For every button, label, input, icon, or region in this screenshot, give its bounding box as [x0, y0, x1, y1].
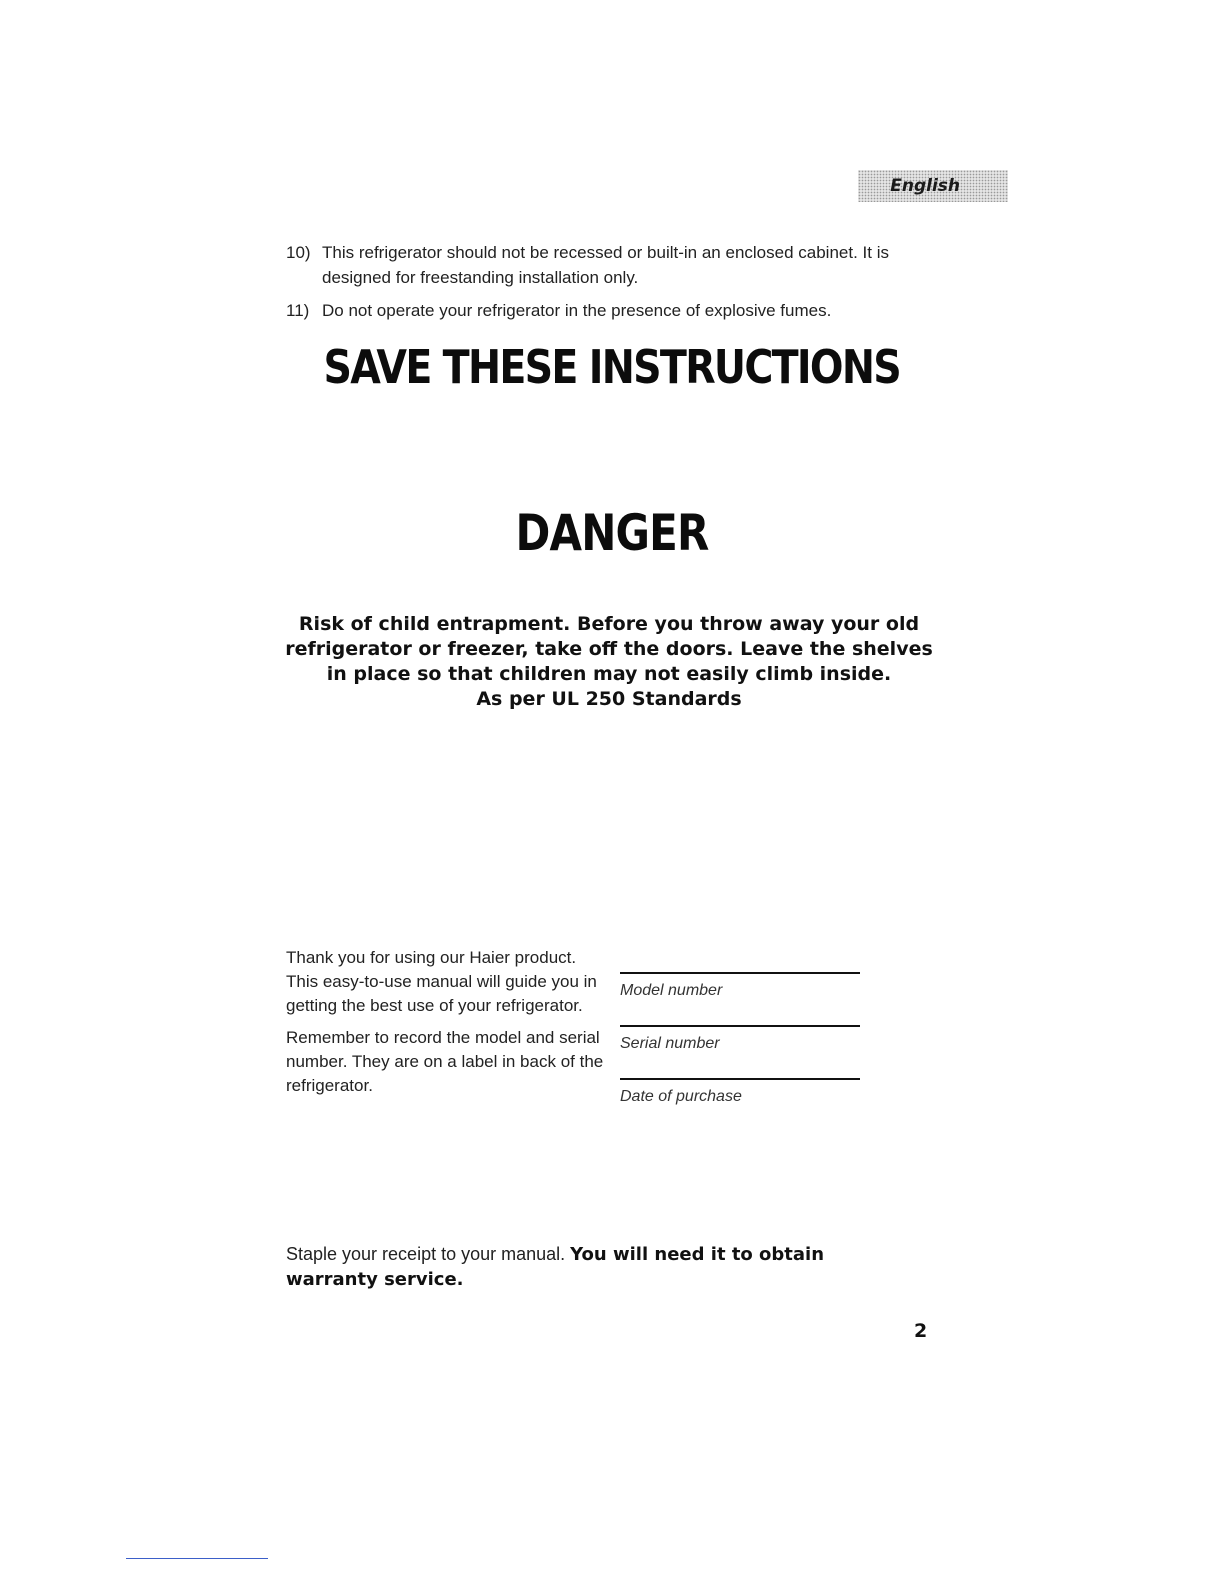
- danger-line: refrigerator or freezer, take off the doors. Leave the shelves: [285, 638, 933, 660]
- danger-line: in place so that children may not easily climb inside.: [326, 663, 892, 685]
- list-item: [286, 298, 946, 323]
- danger-line: Risk of child entrapment. Before you throw away your old: [298, 613, 920, 635]
- list-item-text: This refrigerator should not be recessed or built-in an enclosed cabinet. It is designed for freestanding installation only.: [322, 243, 889, 287]
- footer-divider: [126, 1558, 268, 1559]
- list-item-text: Do not operate your refrigerator in the presence of explosive fumes.: [322, 301, 832, 320]
- danger-heading: DANGER: [515, 504, 709, 562]
- date-of-purchase-field: Date of purchase: [620, 1078, 860, 1131]
- language-tab: English: [858, 170, 1008, 202]
- record-fields: [620, 972, 860, 1131]
- staple-note-bold: You will need it to obtain warranty service.: [286, 1244, 825, 1290]
- staple-receipt-note: [286, 1242, 906, 1292]
- staple-note-plain: Staple your receipt to your manual.: [286, 1244, 571, 1264]
- danger-standard-line: As per UL 250 Standards: [476, 688, 742, 710]
- save-instructions-heading: SAVE THESE INSTRUCTIONS: [323, 340, 900, 394]
- record-reminder-paragraph: Remember to record the model and serial number. They are on a label in back of the refrigerator.: [286, 1028, 604, 1095]
- serial-number-field: Serial number: [620, 1025, 860, 1078]
- danger-warning-text: [0, 612, 1218, 712]
- list-item-number: 11): [286, 301, 310, 320]
- model-number-field: Model number: [620, 972, 860, 1025]
- instruction-list: [286, 240, 946, 331]
- thank-you-text: [286, 946, 606, 1106]
- list-item-number: 10): [286, 243, 311, 262]
- list-item: [286, 240, 946, 290]
- thank-you-paragraph: Thank you for using our Haier product. This easy-to-use manual will guide you in getting the best use of your refrigerator.: [286, 948, 597, 1015]
- page-number: 2: [914, 1320, 928, 1342]
